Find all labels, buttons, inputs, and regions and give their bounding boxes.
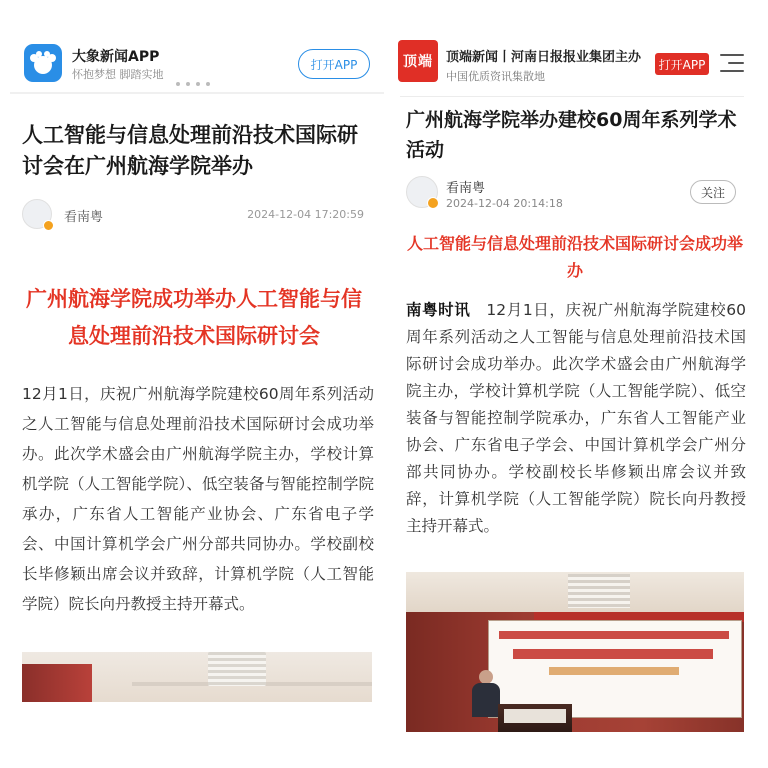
article-body: 12月1日，庆祝广州航海学院建校60周年系列活动之人工智能与信息处理前沿技术国际研讨会成功举办。此次学术盛会由广州航海学院主办，学校计算机学院（人工智能学院）、低空装备与智能控制学院承办，广东省人工智能产业协会、广东省电子学会、中国计算机学会广州分部共同协办。学校副校长毕修颖出席会议并致辞，计算机学院（人工智能学院）院长向丹教授主持开幕式。 (22, 385, 374, 613)
author-name[interactable]: 看南粤 (446, 181, 486, 196)
open-app-button[interactable]: 打开APP (298, 49, 370, 79)
elephant-logo-icon (24, 44, 62, 82)
author-avatar[interactable] (22, 199, 52, 229)
app-title: 顶端新闻丨河南日报报业集团主办 (446, 50, 642, 65)
divider (10, 92, 384, 94)
app-slogan: 怀抱梦想 脚踏实地 (72, 68, 164, 81)
verified-badge-icon (427, 197, 439, 209)
red-headline: 广州航海学院成功举办人工智能与信息处理前沿技术国际研讨会 (26, 287, 362, 348)
body-lead: 南粤时讯 (406, 301, 471, 319)
pager-dots (176, 82, 210, 86)
article-title: 广州航海学院举办建校60周年系列学术活动 (406, 109, 737, 161)
right-article-panel (390, 0, 768, 768)
dingduan-logo: 顶端 (398, 40, 438, 82)
divider (400, 96, 744, 97)
article-photo[interactable] (406, 572, 744, 732)
article-body (406, 297, 746, 540)
author-avatar[interactable] (406, 176, 438, 208)
article-title: 人工智能与信息处理前沿技术国际研讨会在广州航海学院举办 (22, 123, 358, 178)
menu-icon[interactable] (720, 54, 744, 74)
author-name[interactable]: 看南粤 (64, 210, 104, 225)
app-name: 大象新闻APP (72, 49, 160, 65)
app-slogan: 中国优质资讯集散地 (446, 70, 545, 83)
verified-badge-icon (43, 220, 54, 231)
publish-date: 2024-12-04 20:14:18 (446, 197, 563, 210)
follow-button[interactable]: 关注 (690, 180, 736, 204)
red-headline: 人工智能与信息处理前沿技术国际研讨会成功举办 (406, 234, 743, 280)
open-app-button[interactable]: 打开APP (655, 53, 709, 75)
article-photo[interactable] (22, 652, 372, 702)
publish-date: 2024-12-04 17:20:59 (247, 208, 364, 221)
body-text: 12月1日，庆祝广州航海学院建校60周年系列活动之人工智能与信息处理前沿技术国际研讨会成功举办。此次学术盛会由广州航海学院主办，学校计算机学院（人工智能学院）、低空装备与智能控制学院承办，广东省人工智能产业协会、广东省电子学会、中国计算机学会广州分部共同协办。学校副校长毕修颖出席会议并致辞，计算机学院（人工智能学院）院长向丹教授主持开幕式。 (406, 301, 746, 535)
